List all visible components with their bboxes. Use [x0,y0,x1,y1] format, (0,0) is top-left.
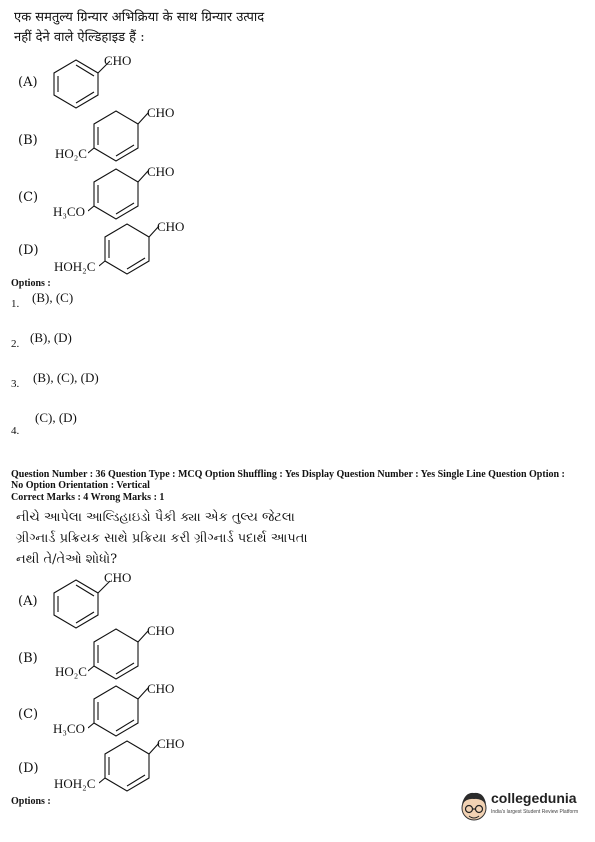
option-letter: (A) [18,594,38,609]
choice-text[interactable]: (C), (D) [35,410,77,425]
mascot-icon [459,788,489,828]
substituent-label: H₃CO [53,204,85,219]
question-text-line: नहीं देने वाले ऐल्डिहाइड हैं : [14,30,145,45]
cho-label: CHO [157,736,185,751]
choice-text[interactable]: (B), (D) [30,330,72,345]
options-heading: Options : [11,278,51,289]
option-letter: (A) [18,75,38,90]
choice-number: 3. [11,378,20,390]
question-text-line: નીચે આપેલા આલ્ડિહાઇડો પૈકી ક્યા એક તુલ્ય જેટલા [16,510,295,525]
cho-label: CHO [104,570,132,585]
option-letter: (C) [18,707,39,722]
choice-text[interactable]: (B), (C) [32,290,74,305]
question-text-line: एक समतुल्य ग्रिन्यार अभिक्रिया के साथ ग्रिन्यार उत्पाद [14,10,265,25]
options-heading: Options : [11,796,51,807]
cho-label: CHO [147,105,175,120]
option-letter: (B) [18,651,38,666]
choice-number: 1. [11,298,20,310]
question-text-line: ગ્રીગ્નાર્ડ પ્રક્રિયક સાથે પ્રક્રિયા કરી ગ્રીગ્નાર્ડ પદાર્થ આપતા [16,531,308,546]
question-marks: Correct Marks : 4 Wrong Marks : 1 [11,492,165,503]
option-letter: (B) [18,133,38,148]
cho-label: CHO [147,623,175,638]
substituent-label: HO₂C [55,664,87,679]
question-meta-line: No Option Orientation : Vertical [11,480,150,491]
brand-logo [459,788,587,828]
question-meta-line: Question Number : 36 Question Type : MCQ Option Shuffling : Yes Display Question Number : Yes Single Line Question Option : [11,469,565,480]
option-letter: (D) [18,761,39,776]
choice-number: 2. [11,338,20,350]
cho-label: CHO [157,219,185,234]
substituent-label: HOH₂C [54,259,96,274]
choice-number: 4. [11,425,20,437]
option-letter: (D) [18,243,39,258]
brand-tagline: India's largest Student Review Platform [491,809,579,815]
brand-name: collegedunia [491,790,577,806]
option-letter: (C) [18,190,39,205]
cho-label: CHO [104,53,132,68]
choice-text[interactable]: (B), (C), (D) [33,370,99,385]
substituent-label: HO₂C [55,146,87,161]
cho-label: CHO [147,164,175,179]
substituent-label: HOH₂C [54,776,96,791]
question-text-line: નથી તે/તેઓ શોધો? [16,552,118,567]
cho-label: CHO [147,681,175,696]
substituent-label: H₃CO [53,721,85,736]
